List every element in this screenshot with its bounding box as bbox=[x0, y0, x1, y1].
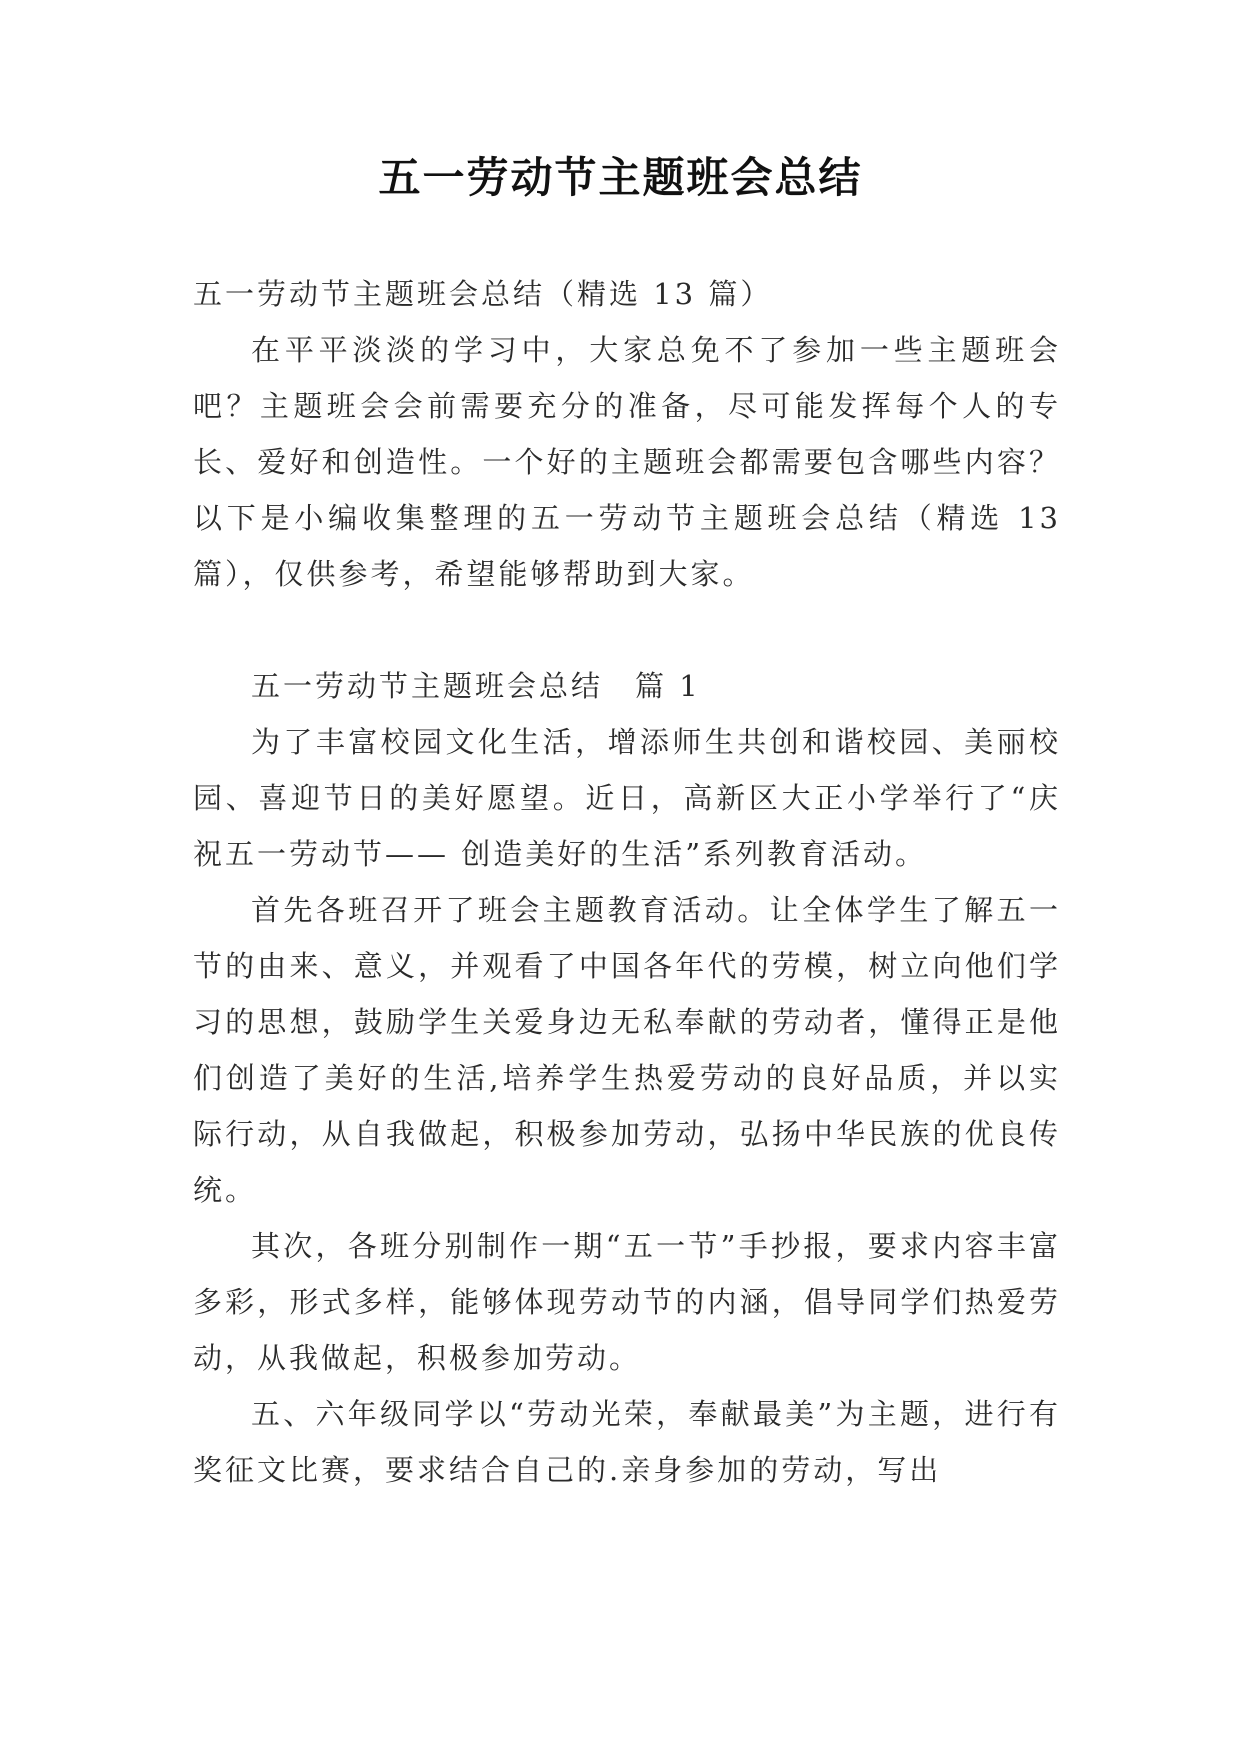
section-heading: 五一劳动节主题班会总结 篇 1 bbox=[251, 669, 701, 703]
body-paragraph: 其次，各班分别制作一期“五一节”手抄报，要求内容丰富多彩，形式多样，能够体现劳动节的内涵，倡导同学们热爱劳动，从我做起，积极参加劳动。 bbox=[193, 1229, 1061, 1375]
document-body bbox=[193, 266, 1061, 1498]
section-spacer bbox=[193, 602, 1061, 658]
intro-paragraph: 在平平淡淡的学习中，大家总免不了参加一些主题班会吧？主题班会会前需要充分的准备，尽可能发挥每个人的专长、爱好和创造性。一个好的主题班会都需要包含哪些内容？以下是小编收集整理的五一劳动节主题班会总结（精选 13 篇），仅供参考，希望能够帮助到大家。 bbox=[193, 333, 1061, 591]
body-paragraph: 为了丰富校园文化生活，增添师生共创和谐校园、美丽校园、喜迎节日的美好愿望。近日，高新区大正小学举行了“庆祝五一劳动节—— 创造美好的生活”系列教育活动。 bbox=[193, 725, 1061, 871]
document-subtitle: 五一劳动节主题班会总结（精选 13 篇） bbox=[193, 277, 773, 311]
document-title: 五一劳动节主题班会总结 bbox=[378, 153, 863, 202]
body-paragraph: 首先各班召开了班会主题教育活动。让全体学生了解五一节的由来、意义，并观看了中国各年代的劳模，树立向他们学习的思想，鼓励学生关爱身边无私奉献的劳动者，懂得正是他们创造了美好的生活,培养学生热爱劳动的良好品质，并以实际行动，从自我做起，积极参加劳动，弘扬中华民族的优良传统。 bbox=[193, 893, 1061, 1207]
body-paragraph: 五、六年级同学以“劳动光荣，奉献最美”为主题，进行有奖征文比赛，要求结合自己的.亲身参加的劳动，写出 bbox=[193, 1397, 1061, 1487]
